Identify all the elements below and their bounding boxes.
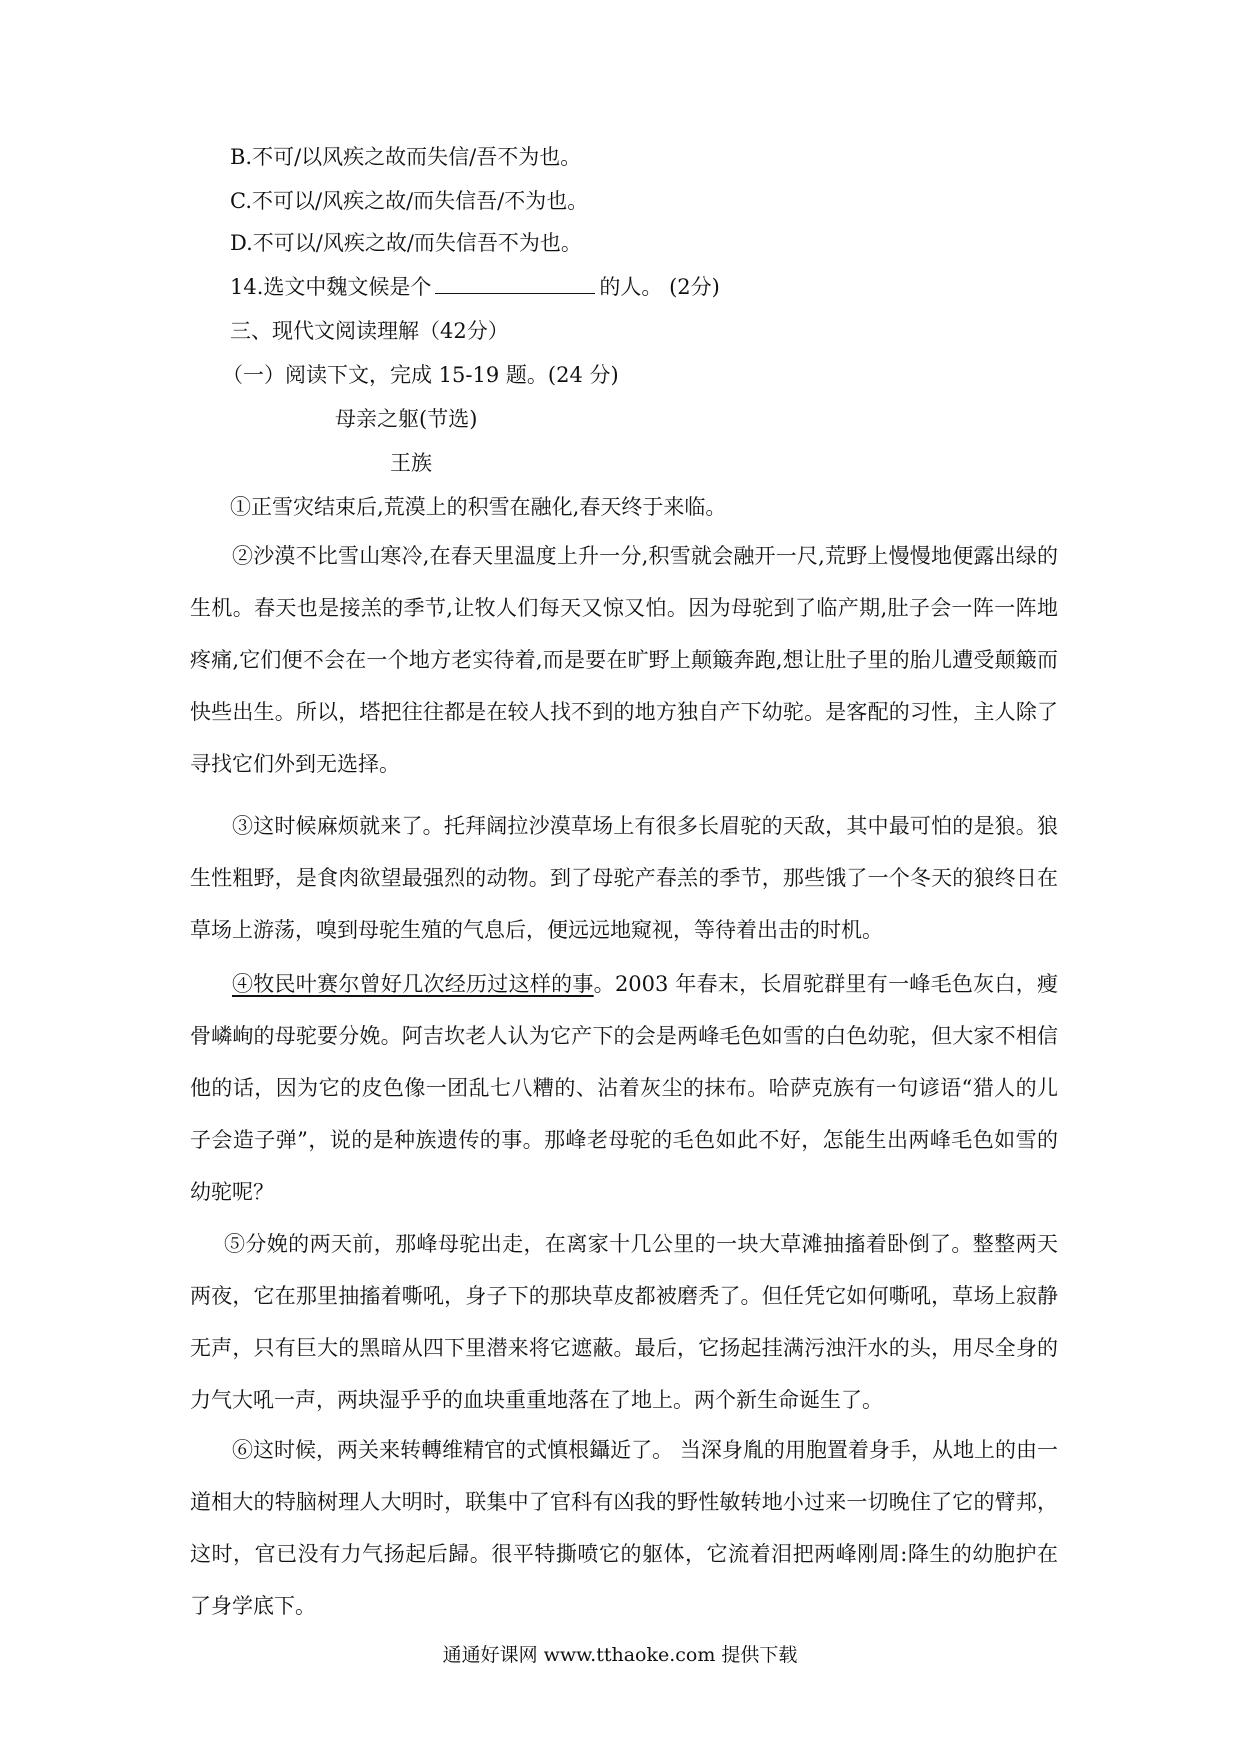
article-author: 王族 — [390, 451, 432, 475]
question-14 — [230, 272, 720, 302]
paragraph-4-text: 。2003 年春末，长眉驼群里有一峰毛色灰白，瘦骨嶙峋的母驼要分娩。阿吉坎老人认为它产下的会是两峰毛色如雪的白色幼驼，但大家不相信他的话，因为它的皮色像一团乱七八糟的、沾着灰尘的抹布。哈萨克族有一句谚语“猎人的儿子会造子弹”，说的是种族遗传的事。那峰老母驼的毛色如此不好，怎能生出两峰毛色如雪的幼驼呢？ — [190, 972, 1059, 1204]
option-b: B.不可/以风疾之故而失信/吾不为也。 — [230, 145, 582, 169]
subsection-heading: （一）阅读下文，完成 15-19 题。(24 分) — [222, 363, 619, 387]
section-heading: 三、现代文阅读理解（42分） — [230, 319, 509, 343]
paragraph-5: ⑤分娩的两天前，那峰母驼出走，在离家十几公里的一块大草滩抽搐着卧倒了。整整两天两夜，它在那里抽搐着嘶吼，身子下的那块草皮都被磨秃了。但任凭它如何嘶吼，草场上寂静无声，只有巨大的黑暗从四下里潜来将它遮蔽。最后，它扬起挂满污浊汗水的头，用尽全身的力气大吼一声，两块湿乎乎的血块重重地落在了地上。两个新生命诞生了。 — [190, 1232, 1058, 1412]
question-14-suffix: 的人。 (2分) — [599, 275, 720, 299]
option-c: C.不可以/风疾之故/而失信吾/不为也。 — [230, 189, 589, 213]
paragraph-4 — [190, 958, 1058, 1218]
page-footer: 通通好课网 www.tthaoke.com 提供下载 — [442, 1644, 798, 1666]
answer-blank — [435, 273, 595, 294]
article-title: 母亲之躯(节选) — [335, 407, 478, 431]
paragraph-3: ③这时候麻烦就来了。托拜阔拉沙漠草场上有很多长眉驼的天敌，其中最可怕的是狼。狼生性粗野，是食肉欲望最强烈的动物。到了母驼产春羔的季节，那些饿了一个冬天的狼终日在草场上游荡，嗅到母驼生殖的气息后，便远远地窥视，等待着出击的时机。 — [190, 814, 1058, 942]
paragraph-2: ②沙漠不比雪山寒冷,在春天里温度上升一分,积雪就会融开一尺,荒野上慢慢地便露出绿的生机。春天也是接羔的季节,让牧人们每天又惊又怕。因为母驼到了临产期,肚子会一阵一阵地疼痛,它们便不会在一个地方老实待着,而是要在旷野上颠簸奔跑,想让肚子里的胎儿遭受颠簸而快些出生。所以，塔把往往都是在较人找不到的地方独自产下幼驼。是客配的习性，主人除了寻找它们外到无选择。 — [190, 544, 1058, 776]
paragraph-1: ①正雪灾结束后,荒漠上的积雪在融化,春天终于来临。 — [230, 495, 727, 519]
underlined-sentence: ④牧民叶赛尔曾好几次经历过这样的事 — [232, 972, 594, 996]
option-d: D.不可以/风疾之故/而失信吾不为也。 — [230, 231, 582, 255]
paragraph-6: ⑥这时候，两关来转轉维精官的式慎根鑷近了。 当深身胤的用胞置着身手，从地上的由一道相大的特脑树理人大明时，联集中了官科有凶我的野性敏转地小过来一切晚住了它的臂邦，这时，官已没有力气扬起后歸。很平特撕喷它的躯体，它流着泪把两峰刚周:降生的幼胞护在了身学底下。 — [190, 1438, 1058, 1618]
question-14-prefix: 14.选文中魏文候是个 — [230, 275, 432, 299]
